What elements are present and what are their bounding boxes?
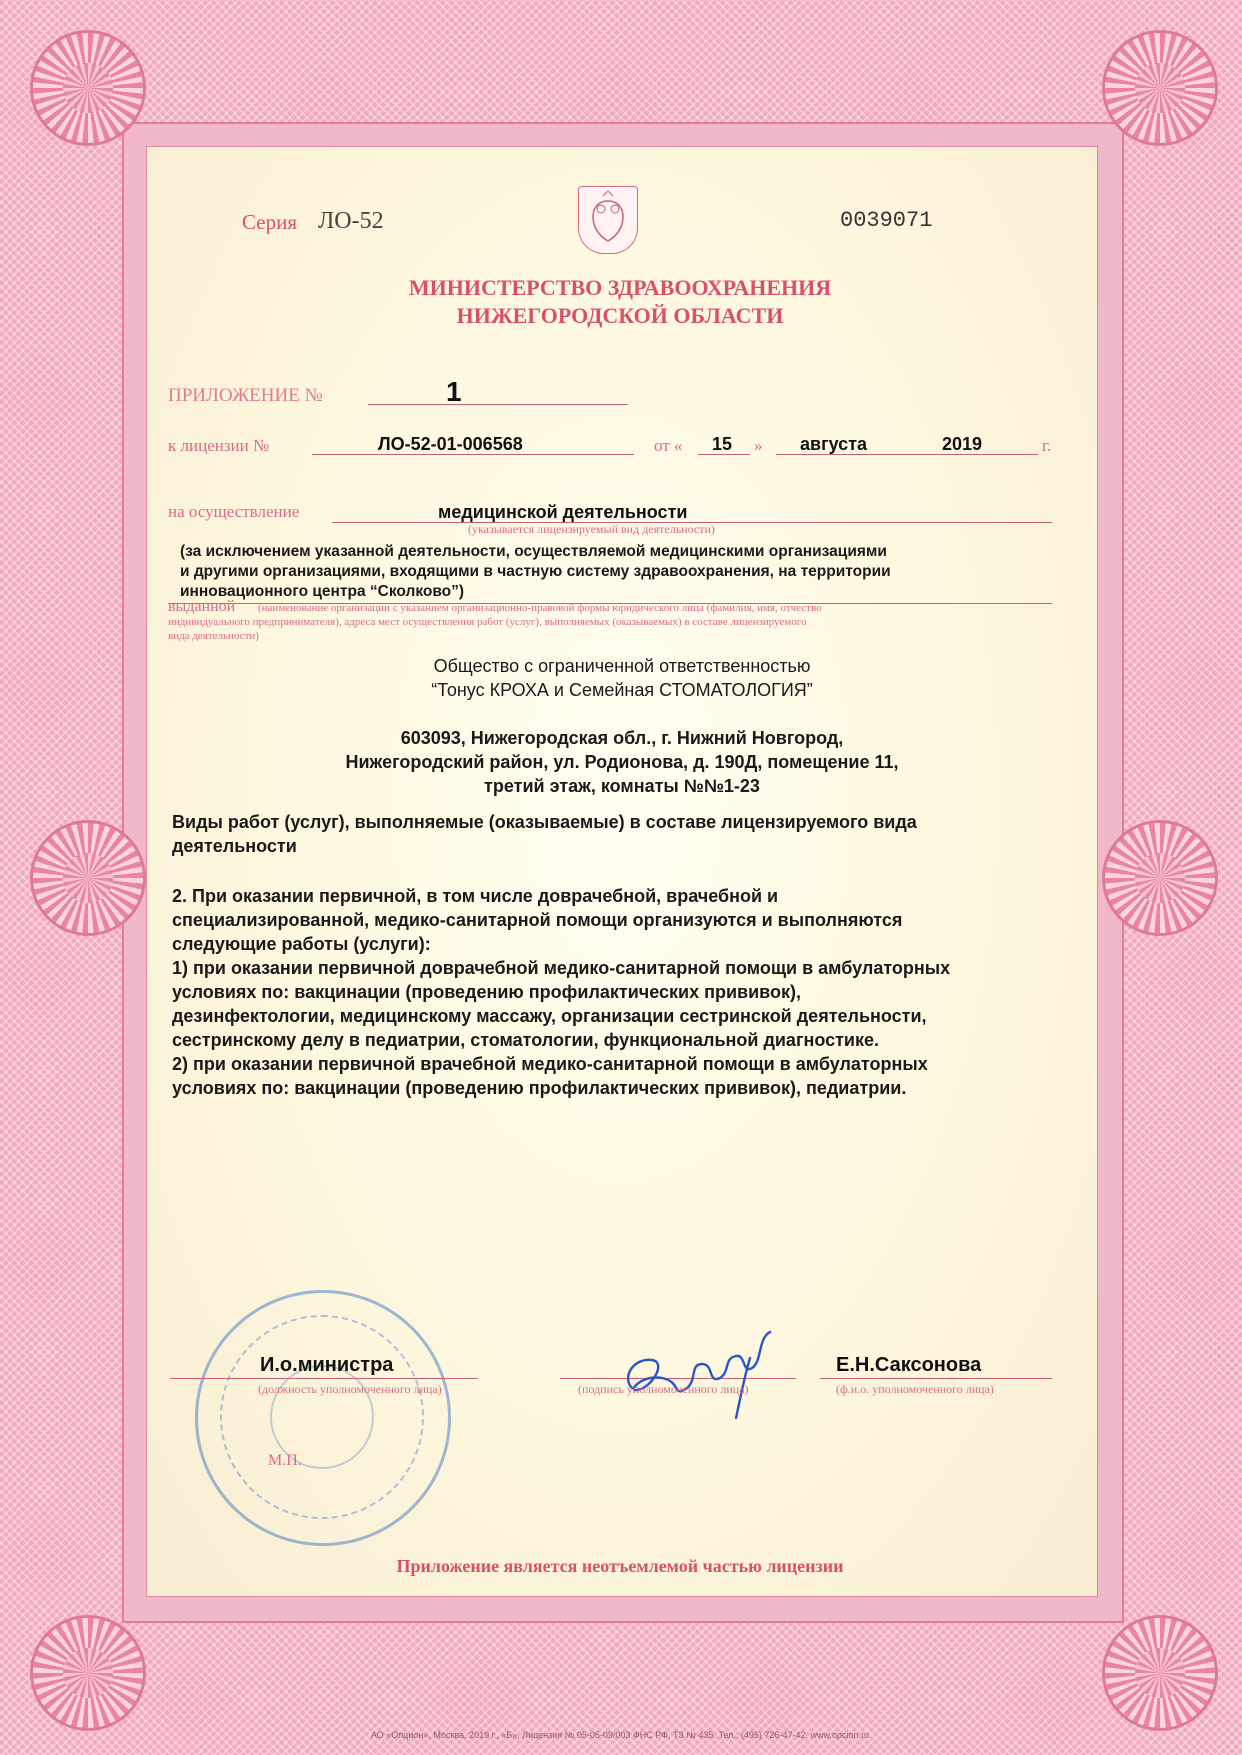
- works-line: 1) при оказании первичной доврачебной медико-санитарной помощи в амбулаторных: [172, 958, 951, 978]
- address-line-1: 603093, Нижегородская обл., г. Нижний Новгород,: [400, 728, 844, 748]
- ministry-line-1: МИНИСТЕРСТВО ЗДРАВООХРАНЕНИЯ: [408, 275, 832, 300]
- license-label: к лицензии №: [168, 436, 270, 455]
- organization-address: [172, 726, 1072, 798]
- position-caption: (должность уполномоченного лица): [258, 1382, 442, 1396]
- side-rosette-icon: [1102, 820, 1218, 936]
- license-number: ЛО-52-01-006568: [378, 434, 523, 454]
- series-label: Серия: [242, 210, 297, 234]
- ministry-title: [150, 274, 1090, 330]
- license-day: 15: [712, 434, 733, 454]
- license-month: августа: [800, 434, 867, 454]
- activity-label: на осуществление: [168, 502, 300, 521]
- organization-name: [172, 654, 1072, 702]
- issued-caption-line-1: (наименование организации с указанием организационно-правовой формы юридического лица (фамилия, имя, отчество: [258, 602, 822, 614]
- works-heading: [172, 810, 1092, 858]
- appendix-number: 1: [446, 376, 462, 407]
- activity-caption: (указывается лицензируемый вид деятельности): [468, 522, 715, 536]
- license-day-close: »: [754, 436, 763, 455]
- side-rosette-icon: [30, 820, 146, 936]
- corner-rosette-icon: [30, 30, 146, 146]
- works-line: условиях по: вакцинации (проведению профилактических прививок), педиатрии.: [172, 1078, 907, 1098]
- works-heading-line-2: деятельности: [172, 836, 297, 856]
- address-line-3: третий этаж, комнаты №№1-23: [484, 776, 760, 796]
- license-year: 2019: [942, 434, 983, 454]
- exclusion-line: (за исключением указанной деятельности, осуществляемой медицинскими организациями: [180, 543, 887, 560]
- appendix-label: ПРИЛОЖЕНИЕ №: [168, 385, 323, 406]
- works-line: 2) при оказании первичной врачебной медико-санитарной помощи в амбулаторных: [172, 1054, 928, 1074]
- corner-rosette-icon: [1102, 1615, 1218, 1731]
- form-number: 0039071: [840, 208, 933, 233]
- works-heading-line-1: Виды работ (услуг), выполняемые (оказываемые) в составе лицензируемого вида: [172, 812, 917, 832]
- organization-line-1: Общество с ограниченной ответственностью: [433, 656, 811, 676]
- footer-note: Приложение является неотъемлемой частью лицензии: [396, 1556, 844, 1576]
- exclusion-line: инновационного центра “Сколково”): [180, 583, 465, 600]
- corner-rosette-icon: [30, 1615, 146, 1731]
- address-line-2: Нижегородский район, ул. Родионова, д. 190Д, помещение 11,: [345, 752, 899, 772]
- issued-caption-line-2: индивидуального предпринимателя), адреса мест осуществления работ (услуг), выполняемых (оказываемых) в составе лицензируемого: [168, 616, 807, 628]
- issued-caption-line-3: вида деятельности): [168, 630, 259, 642]
- works-list: [172, 884, 1082, 1100]
- name-caption: (ф.и.о. уполномоченного лица): [836, 1382, 994, 1396]
- name-underline: [820, 1378, 1052, 1379]
- signer-name: Е.Н.Саксонова: [836, 1354, 982, 1376]
- activity-exclusion: [180, 542, 891, 602]
- license-year-suffix: г.: [1042, 436, 1052, 455]
- works-line: специализированной, медико-санитарной помощи организуются и выполняются: [172, 910, 903, 930]
- series-value: ЛО-52: [318, 208, 384, 234]
- position-underline: [170, 1378, 478, 1379]
- printer-imprint: АО «Опцион», Москва, 2019 г., «Б», Лицензия № 05-05-09/003 ФНС РФ, ТЗ № 435. Тел.: (495) 726-47-42, www.opcion.ru: [370, 1730, 869, 1740]
- organization-line-2: “Тонус КРОХА и Семейная СТОМАТОЛОГИЯ”: [431, 680, 813, 700]
- activity-value: медицинской деятельности: [438, 502, 688, 522]
- works-line: дезинфектологии, медицинскому массажу, организации сестринской деятельности,: [172, 1006, 927, 1026]
- works-line: условиях по: вакцинации (проведению профилактических прививок),: [172, 982, 801, 1002]
- exclusion-line: и другими организациями, входящими в частную систему здравоохранения, на территории: [180, 563, 891, 580]
- ministry-line-2: НИЖЕГОРОДСКОЙ ОБЛАСТИ: [456, 303, 784, 328]
- works-line: 2. При оказании первичной, в том числе доврачебной, врачебной и: [172, 886, 779, 906]
- works-line: сестринскому делу в педиатрии, стоматологии, функциональной диагностике.: [172, 1030, 879, 1050]
- corner-rosette-icon: [1102, 30, 1218, 146]
- signature-caption: (подпись уполномоченного лица): [578, 1382, 749, 1396]
- works-line: следующие работы (услуги):: [172, 934, 431, 954]
- handwritten-signature-icon: [612, 1318, 792, 1428]
- seal-label: М.П.: [268, 1452, 302, 1469]
- license-from-label: от «: [654, 436, 683, 455]
- signer-position: И.о.министра: [260, 1354, 394, 1376]
- appendix-underline: [368, 404, 628, 405]
- coat-of-arms-icon: [578, 186, 638, 254]
- official-seal-icon: [195, 1290, 451, 1546]
- issued-label: выданной: [168, 598, 236, 615]
